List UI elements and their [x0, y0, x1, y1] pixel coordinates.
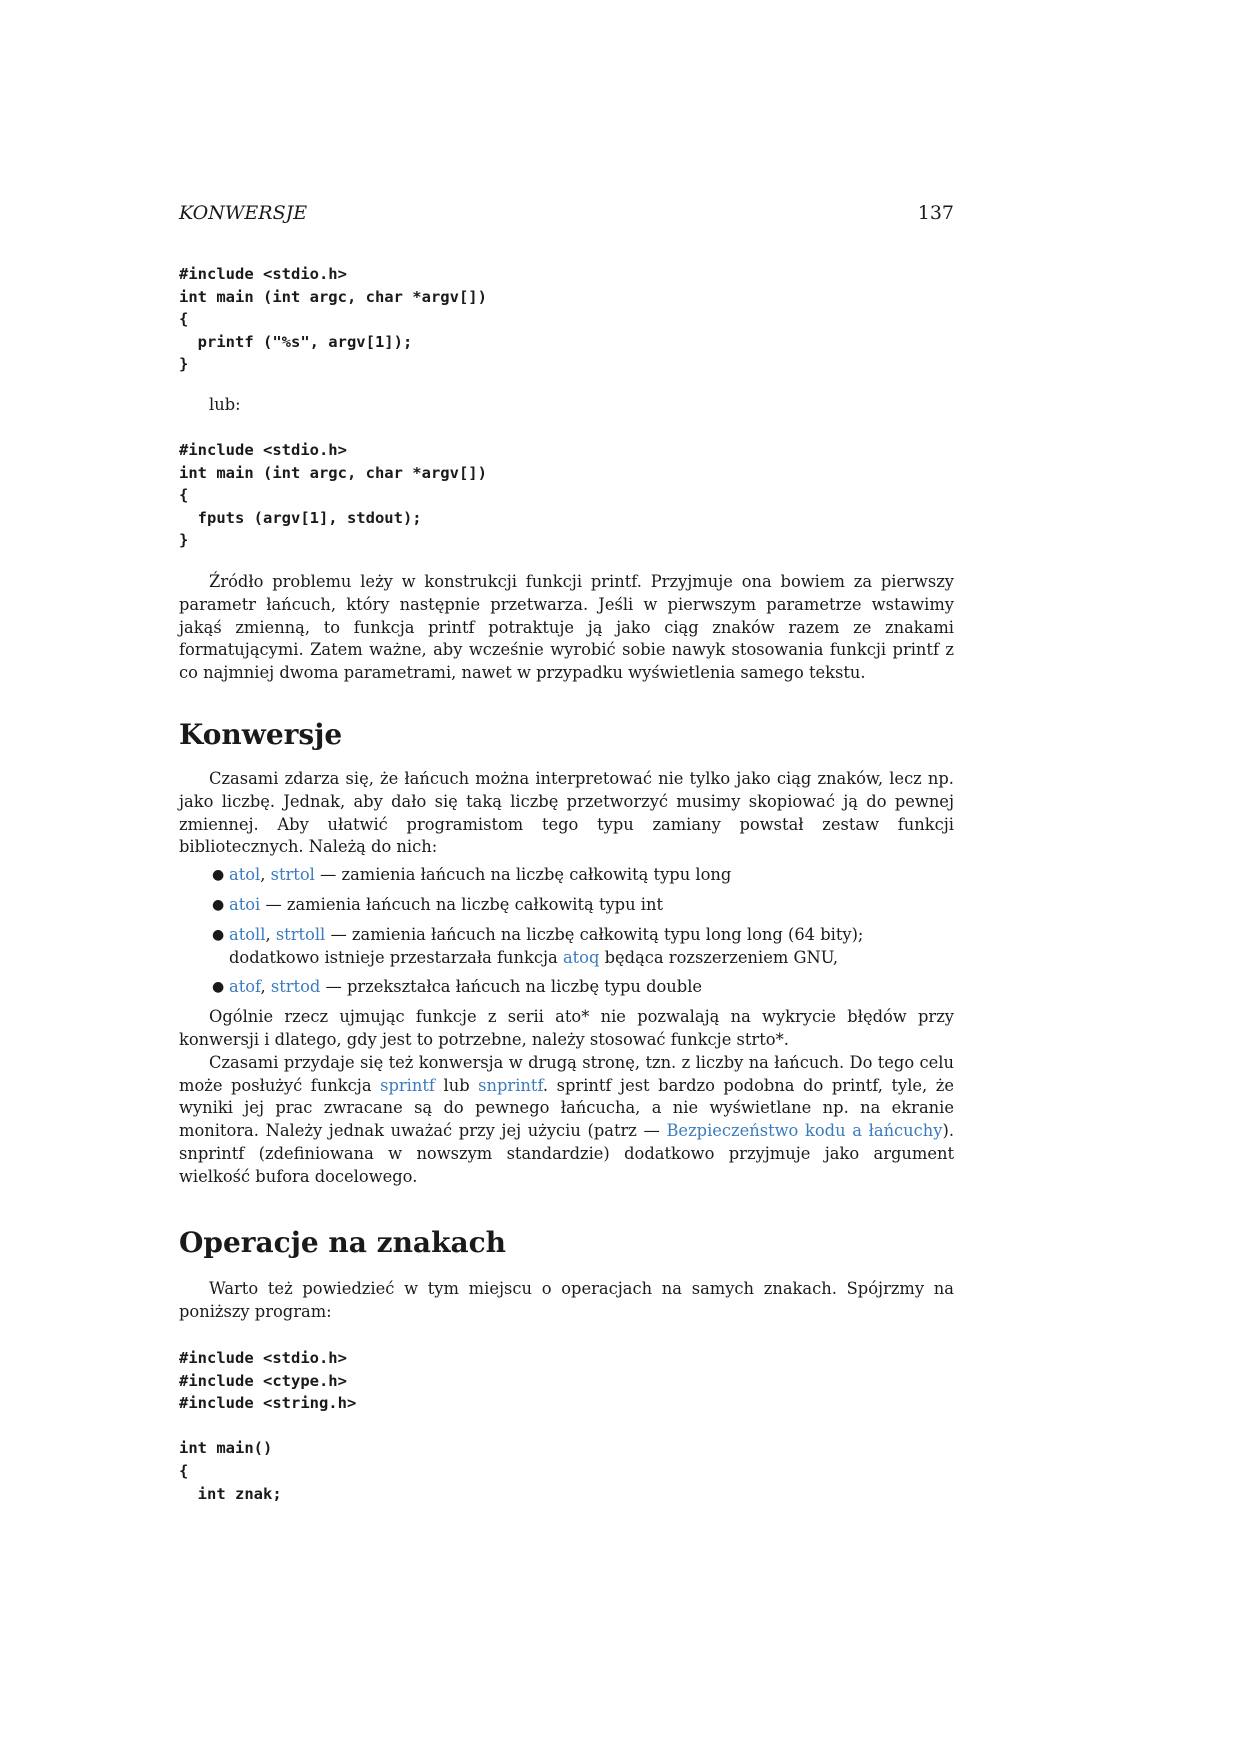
code-block-fputs: [179, 439, 954, 552]
list-item: ● atoll, strtoll — zamienia łańcuch na liczbę całkowitą typu long long (64 bity); dodatkowo istnieje przestarzała funkcja atoq będąca rozszerzeniem GNU,: [212, 924, 864, 967]
running-header: [179, 202, 954, 232]
paragraph-sprintf: Czasami przydaje się też konwersja w drugą stronę, tzn. z liczby na łańcuch. Do tego celu może posłużyć funkcja sprintf lub snprintf. sprintf jest bardzo podobna do printf, tyle, że wyniki jej prac zwracane są do pewnego łańcucha, a nie wyświetlane np. na ekranie monitora. Należy jednak uważać przy jej użyciu (patrz — Bezpieczeństwo kodu a łańcuchy). snprintf (zdefiniowana w nowszym standardzie) dodatkowo przyjmuje jako argument wielkość bufora docelowego.: [179, 1052, 954, 1186]
list-item: ● atoi — zamienia łańcuch na liczbę całkowitą typu int: [179, 894, 954, 917]
code-printf: #include <stdio.h> int main (int argc, char *argv[]) { printf ("%s", argv[1]); }: [179, 265, 487, 374]
bullet-icon: ●: [212, 896, 225, 913]
link-strtol[interactable]: strtol: [270, 865, 315, 885]
paragraph-ato: Ogólnie rzecz ujmując funkcje z serii ato* nie pozwalają na wykrycie błędów przy konwersji i dlatego, gdy jest to potrzebne, należy stosować funkcje strto*.: [179, 1007, 954, 1049]
function-list: [179, 864, 954, 999]
bullet-icon: ●: [212, 926, 225, 943]
section-heading: Konwersje: [179, 718, 343, 751]
link-sprintf[interactable]: sprintf: [380, 1075, 435, 1095]
bullet-icon: ●: [212, 867, 225, 884]
section-operacje: [179, 1226, 954, 1259]
section-konwersje: [179, 718, 954, 751]
paragraph-text: Źródło problemu leży w konstrukcji funkcji printf. Przyjmuje ona bowiem za pierwszy parametr łańcuch, który następnie przetwarza. Jeśli w pierwszym parametrze wstawimy jakąś zmienną, to funkcja printf potraktuje ją jako ciąg znaków razem ze znakami formatującymi. Zatem ważne, aby wcześnie wyrobić sobie nawyk stosowania funkcji printf z co najmniej dwoma parametrami, nawet w przypadku wyświetlenia samego tekstu.: [179, 572, 954, 683]
link-atol[interactable]: atol: [229, 865, 261, 885]
code-block-ctype: [179, 1347, 954, 1505]
link-atoi[interactable]: atoi: [229, 894, 261, 914]
operacje-intro: Warto też powiedzieć w tym miejscu o operacjach na samych znakach. Spójrzmy na poniższy program:: [179, 1279, 954, 1321]
list-item: ● atol, strtol — zamienia łańcuch na liczbę całkowitą typu long: [179, 864, 954, 887]
running-title: KONWERSJE: [179, 202, 308, 224]
konwersje-intro: Czasami zdarza się, że łańcuch można interpretować nie tylko jako ciąg znaków, lecz np. jako liczbę. Jednak, aby dało się taką liczbę przetworzyć musimy skopiować ją do pewnej zmiennej. Aby ułatwić programistom tego typu zamiany powstał zestaw funkcji bibliotecznych. Należą do nich:: [179, 769, 954, 857]
code-fputs: #include <stdio.h> int main (int argc, char *argv[]) { fputs (argv[1], stdout); }: [179, 441, 487, 550]
link-atof[interactable]: atof: [229, 977, 261, 997]
page-number: 137: [917, 202, 954, 224]
operacje-body: [179, 1278, 954, 1324]
konwersje-body: [179, 768, 954, 1189]
paragraph-printf-problem: [179, 571, 954, 685]
code-block-printf: [179, 263, 954, 376]
lub-text: lub:: [209, 395, 241, 414]
section-heading: Operacje na znakach: [179, 1226, 507, 1259]
link-atoll[interactable]: atoll: [229, 924, 266, 944]
link-strtoll[interactable]: strtoll: [275, 924, 326, 944]
link-snprintf[interactable]: snprintf: [478, 1075, 543, 1095]
link-atoq[interactable]: atoq: [562, 947, 600, 967]
code-ctype: #include <stdio.h> #include <ctype.h> #include <string.h> int main() { int znak;: [179, 1349, 357, 1503]
list-item: ● atof, strtod — przekształca łańcuch na liczbę typu double: [179, 976, 954, 999]
lub-line: [179, 394, 954, 417]
link-strtod[interactable]: strtod: [270, 977, 321, 997]
link-bezpieczenstwo[interactable]: Bezpieczeństwo kodu a łańcuchy: [666, 1121, 943, 1141]
bullet-icon: ●: [212, 979, 225, 996]
